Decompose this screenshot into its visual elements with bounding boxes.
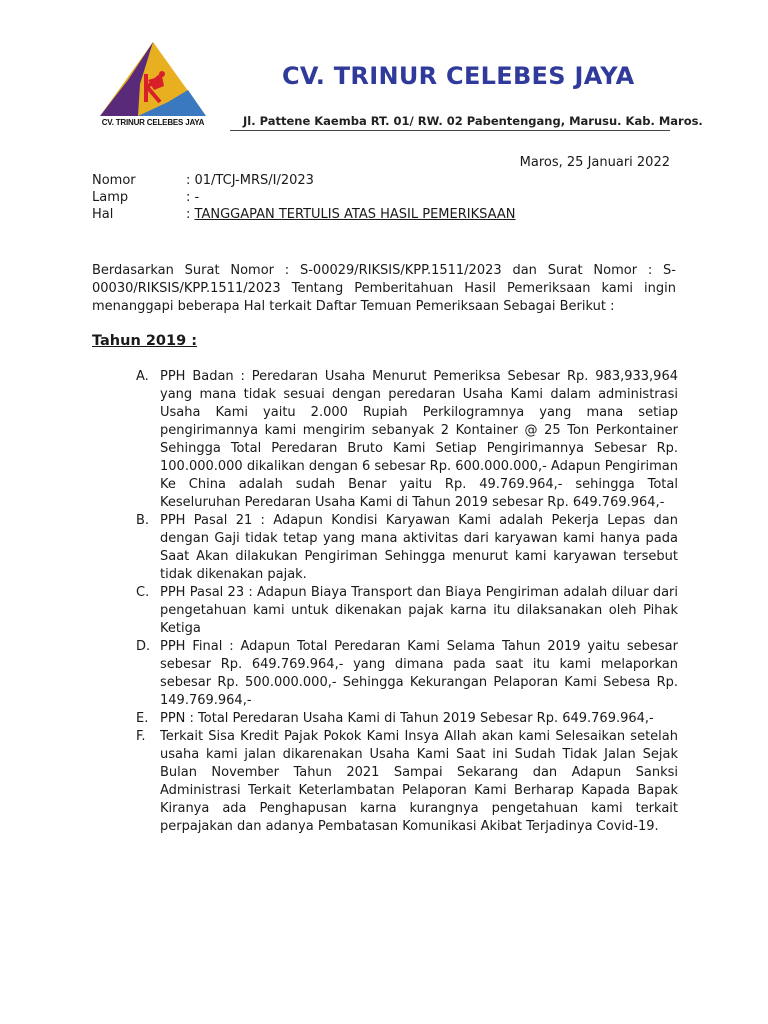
meta-row-lamp [92, 189, 516, 206]
item-text: Terkait Sisa Kredit Pajak Pokok Kami Insya Allah akan kami Selesaikan setelah usaha kami jalan dikarenakan Usaha Kami Saat ini Sudah Tidak Jalan Sejak Bulan November Tahun 2021 Sampai Sekarang dan Adapun Sanksi Administrasi Terkait Keterlambatan Pelaporan Kami Berharap Kapada Bapak Kiranya ada Penghapusan karna kurangnya pengetahuan kami terkait perpajakan dan adanya Pembatasan Komunikasi Akibat Terjadinya Covid-19. [160, 729, 678, 834]
item-letter: D. [136, 639, 151, 654]
meta-row-nomor [92, 172, 516, 189]
logo-caption: CV. TRINUR CELEBES JAYA [101, 118, 205, 127]
meta-label: Hal [92, 207, 114, 222]
item-text: PPH Final : Adapun Total Peredaran Kami Selama Tahun 2019 yaitu sebesar sebesar Rp. 649.769.964,- yang dimana pada saat itu kami melaporkan sebesar Rp. 500.000.000,- Sehingga Kekurangan Pelaporan Kami Sebesa Rp. 149.769.964,- [160, 639, 678, 708]
item-text: PPN : Total Peredaran Usaha Kami di Tahun 2019 Sebesar Rp. 649.769.964,- [160, 711, 654, 726]
letterhead-divider [230, 130, 670, 131]
meta-label: Lamp [92, 190, 129, 205]
response-list [136, 368, 678, 836]
item-text: PPH Pasal 23 : Adapun Biaya Transport dan Biaya Pengiriman adalah diluar dari pengetahuan kami untuk dikenakan pajak karna itu dilaksanakan oleh Pihak Ketiga [160, 585, 678, 636]
meta-value: : - [186, 190, 200, 205]
letterhead [0, 0, 768, 140]
list-item [136, 368, 678, 512]
meta-value: : 01/TCJ-MRS/I/2023 [186, 173, 314, 188]
list-item [136, 638, 678, 710]
subject-text: TANGGAPAN TERTULIS ATAS HASIL PEMERIKSAAN [194, 207, 516, 222]
item-letter: E. [136, 711, 149, 726]
item-letter: B. [136, 513, 150, 528]
place-date: Maros, 25 Januari 2022 [519, 155, 670, 170]
meta-row-hal [92, 206, 516, 223]
meta-colon: : [186, 207, 195, 222]
year-heading: Tahun 2019 : [92, 333, 198, 349]
item-letter: A. [136, 369, 149, 384]
item-letter: C. [136, 585, 150, 600]
list-item [136, 512, 678, 584]
item-text: PPH Pasal 21 : Adapun Kondisi Karyawan Kami adalah Pekerja Lepas dan dengan Gaji tidak tetap yang mana aktivitas dari karyawan kami hanya pada Saat Akan dilakukan Pengiriman Sehingga menurut kami karyawan tersebut tidak dikenakan pajak. [160, 513, 678, 582]
list-item [136, 710, 678, 728]
company-logo [98, 40, 208, 132]
item-text: PPH Badan : Peredaran Usaha Menurut Pemeriksa Sebesar Rp. 983,933,964 yang mana tidak sesuai dengan peredaran Usaha Kami dalam administrasi Usaha Kami yaitu 2.000 Rupiah Perkilogramnya yang mana setiap pengirimannya kami mengirim sebanyak 2 Kontainer @ 25 Ton Perkontainer Sehingga Total Peredaran Bruto Kami Setiap Pengirimannya Sebesar Rp. 100.000.000 dikalikan dengan 6 sebesar Rp. 600.000.000,- Adapun Pengiriman Ke China adalah sudah Benar yaitu Rp. 49.769.964,- sehingga Total Keseluruhan Peredaran Usaha Kami di Tahun 2019 sebesar Rp. 649.769.964,- [160, 369, 678, 510]
company-name: CV. TRINUR CELEBES JAYA [282, 62, 635, 90]
item-letter: F. [136, 729, 146, 744]
triangle-logo-icon [98, 40, 208, 118]
meta-label: Nomor [92, 173, 136, 188]
list-item [136, 728, 678, 836]
company-address: Jl. Pattene Kaemba RT. 01/ RW. 02 Pabentengang, Marusu. Kab. Maros. [243, 114, 703, 128]
list-item [136, 584, 678, 638]
intro-paragraph: Berdasarkan Surat Nomor : S-00029/RIKSIS/KPP.1511/2023 dan Surat Nomor : S-00030/RIKSIS/KPP.1511/2023 Tentang Pemberitahuan Hasil Pemeriksaan kami ingin menanggapi beberapa Hal terkait Daftar Temuan Pemeriksaan Sebagai Berikut : [92, 263, 676, 314]
letter-meta [92, 172, 516, 223]
